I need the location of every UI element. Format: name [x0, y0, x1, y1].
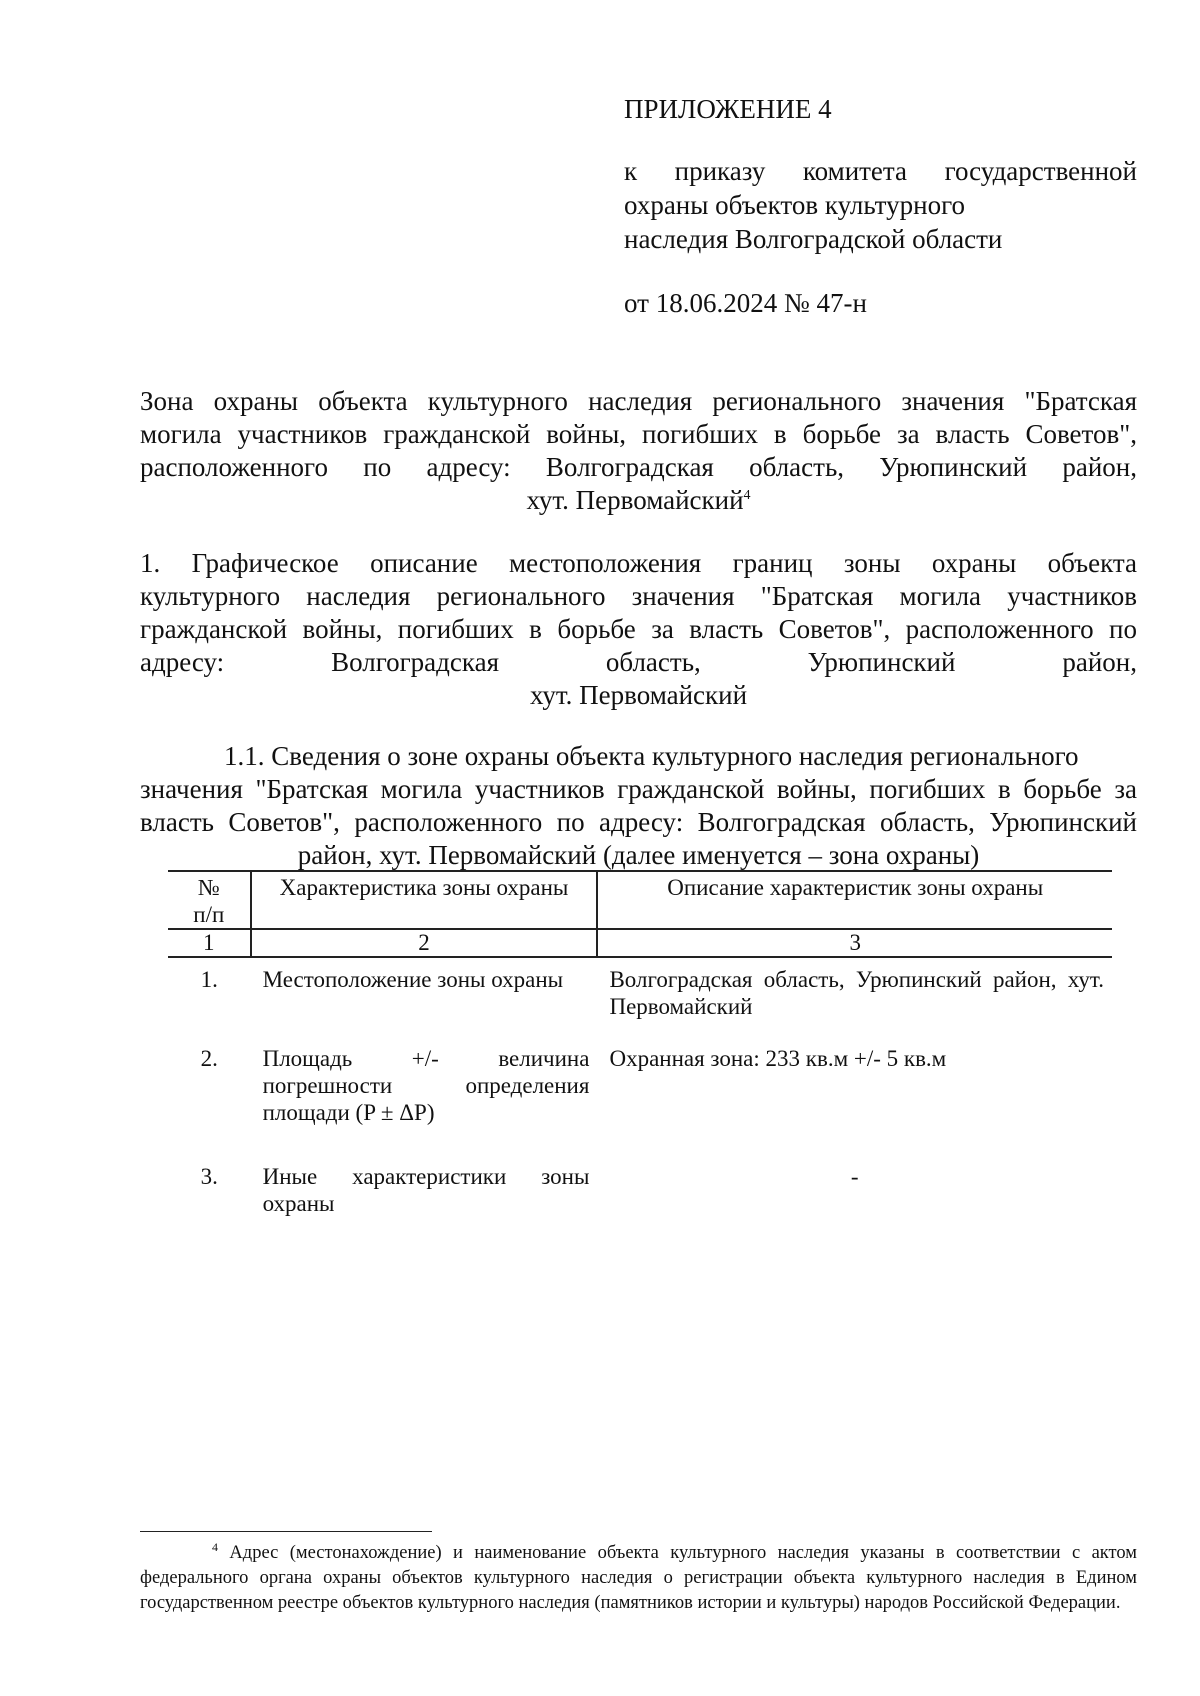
column-number-2: 2 [251, 929, 598, 957]
header-number-line-2: п/п [193, 902, 225, 927]
column-number-1: 1 [168, 929, 251, 957]
section-1-line-5: хут. Первомайский [529, 680, 748, 710]
row-description: Волгоградская область, Урюпинский район, хут. Первомайский [609, 967, 1104, 1019]
footnote-text: Адрес (местонахождение) и наименование объекта культурного наследия указаны в соответствии с актом федерального органа охраны объектов культурного наследия о регистрации объекта культурного наследия в Едином государственном реестре объектов культурного наследия (памятников истории и культуры) народов Российской Федерации. [140, 1543, 1137, 1613]
footnote-separator [140, 1531, 432, 1532]
order-date: от 18.06.2024 № 47-н [624, 288, 867, 318]
section-1-line-1: 1. Графическое описание местоположения границ зоны охраны объекта [140, 548, 1137, 578]
section-1-1-line-4: район, хут. Первомайский (далее именуется – зона охраны) [297, 840, 980, 870]
section-1-1-line-3: власть Советов", расположенного по адресу: Волгоградская область, Урюпинский [140, 807, 1137, 837]
section-1-1-line-1: 1.1. Сведения о зоне охраны объекта культурного наследия регионального [224, 741, 1079, 771]
heading-line-3: расположенного по адресу: Волгоградская область, Урюпинский район, [140, 452, 1137, 482]
row-characteristic: Площадь +/- величина погрешности определения площади (P ± ΔP) [262, 1046, 590, 1125]
footnote-reference[interactable]: 4 [743, 488, 751, 503]
heading-line-1: Зона охраны объекта культурного наследия регионального значения "Братская [140, 386, 1137, 416]
footnote-number: 4 [212, 1539, 218, 1554]
header-description: Описание характеристик зоны охраны [597, 871, 1112, 929]
table-row [168, 957, 1112, 1037]
row-characteristic: Иные характеристики зоны охраны [262, 1164, 590, 1216]
order-reference-line-2: охраны объектов культурного [624, 190, 965, 220]
header-number-line-1: № [197, 875, 220, 900]
order-reference-line-3: наследия Волгоградской области [624, 224, 1003, 254]
row-characteristic: Местоположение зоны охраны [262, 967, 564, 992]
section-1-line-3: гражданской войны, погибших в борьбе за власть Советов", расположенного по [140, 614, 1137, 644]
row-number: 2. [200, 1046, 218, 1071]
section-1-heading [140, 547, 1137, 712]
table-header-row [168, 871, 1112, 929]
heading-line-4 [140, 484, 1137, 517]
row-number: 3. [200, 1164, 218, 1189]
section-1-line-4: адресу: Волгоградская область, Урюпинский район, [140, 647, 1137, 677]
table-row [168, 1155, 1112, 1225]
appendix-title: ПРИЛОЖЕНИЕ 4 [624, 94, 832, 124]
header-number [168, 871, 251, 929]
row-description: - [850, 1164, 859, 1189]
section-1-line-2: культурного наследия регионального значения "Братская могила участников [140, 581, 1137, 611]
document-heading [140, 385, 1137, 517]
protection-zone-table [168, 870, 1112, 1225]
section-1-1-heading [140, 740, 1137, 872]
heading-line-4-text: хут. Первомайский [526, 485, 744, 515]
order-reference-line-1: к приказу комитета государственной [624, 156, 1137, 186]
heading-line-2: могила участников гражданской войны, погибших в борьбе за власть Советов", [140, 419, 1137, 449]
table-column-number-row [168, 929, 1112, 957]
header-characteristic: Характеристика зоны охраны [251, 871, 598, 929]
table-row [168, 1037, 1112, 1155]
section-1-1-line-2: значения "Братская могила участников гражданской войны, погибших в борьбе за [140, 774, 1137, 804]
row-description: Охранная зона: 233 кв.м +/- 5 кв.м [609, 1046, 947, 1071]
footnote [140, 1541, 1137, 1616]
row-number: 1. [200, 967, 218, 992]
column-number-3: 3 [597, 929, 1112, 957]
